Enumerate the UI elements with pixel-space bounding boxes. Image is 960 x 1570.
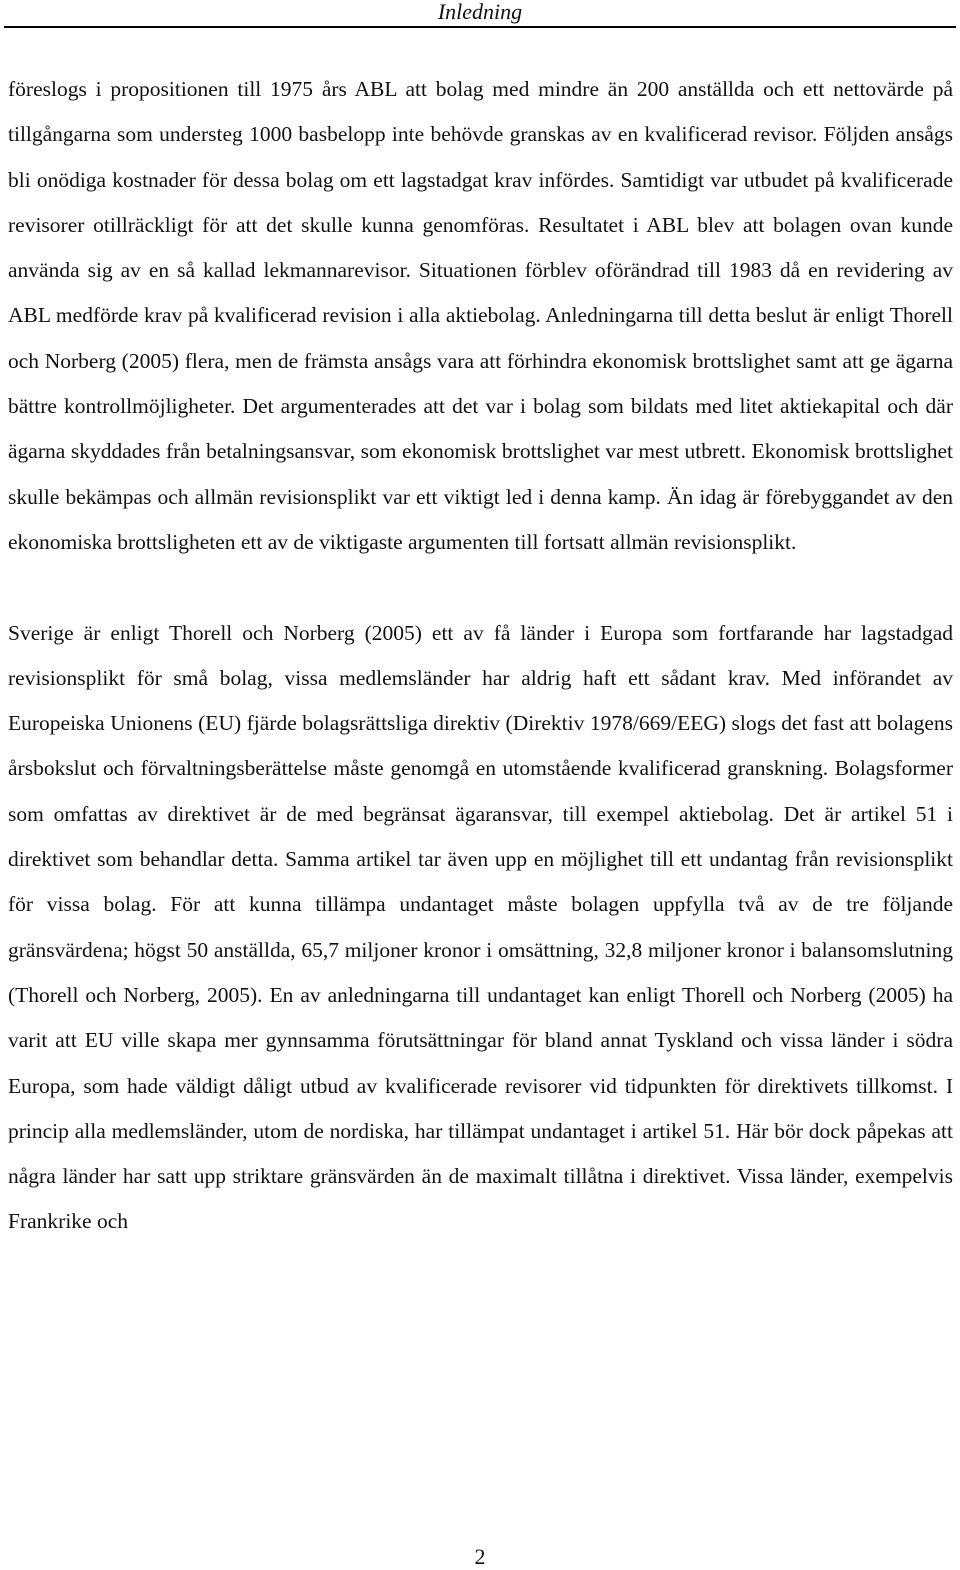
paragraph-2: Sverige är enligt Thorell och Norberg (2005) ett av få länder i Europa som fortfarande har lagstadgad revisionsplikt för små bolag, vissa medlemsländer har aldrig haft ett sådant krav. Med införandet av Europeiska Unionens (EU) fjärde bolagsrättsliga direktiv (Direktiv 1978/669/EEG) slogs det fast att bolagens årsbokslut och förvaltningsberättelse måste genomgå en utomstående kvalificerad granskning. Bolagsformer som omfattas av direktivet är de med begränsat ägaransvar, till exempel aktiebolag. Det är artikel 51 i direktivet som behandlar detta. Samma artikel tar även upp en möjlighet till ett undantag från revisionsplikt för vissa bolag. För att kunna tillämpa undantaget måste bolagen uppfylla två av de tre följande gränsvärdena; högst 50 anställda, 65,7 miljoner kronor i omsättning, 32,8 miljoner kronor i balansomslutning (Thorell och Norberg, 2005). En av anledningarna till undantaget kan enligt Thorell och Norberg (2005) ha varit att EU ville skapa mer gynnsamma förutsättningar för bland annat Tyskland och vissa länder i södra Europa, som hade väldigt dåligt utbud av kvalificerade revisorer vid tidpunkten för direktivets tillkomst. I princip alla medlemsländer, utom de nordiska, har tillämpat undantaget i artikel 51. Här bör dock påpekas att några länder har satt upp striktare gränsvärden än de maximalt tillåtna i direktivet. Vissa länder, exempelvis Frankrike och (8, 620, 953, 1234)
body-text (8, 67, 953, 1245)
running-header: Inledning (437, 0, 523, 24)
header-rule (4, 26, 956, 28)
page-number: 2 (474, 1544, 486, 1569)
paragraph-1: föreslogs i propositionen till 1975 års ABL att bolag med mindre än 200 anställda och ett nettovärde på tillgångarna som understeg 1000 basbelopp inte behövde granskas av en kvalificerad revisor. Följden ansågs bli onödiga kostnader för dessa bolag om ett lagstadgat krav infördes. Samtidigt var utbudet på kvalificerade revisorer otillräckligt för att det skulle kunna genomföras. Resultatet i ABL blev att bolagen ovan kunde använda sig av en så kallad lekmannarevisor. Situationen förblev oförändrad till 1983 då en revidering av ABL medförde krav på kvalificerad revision i alla aktiebolag. Anledningarna till detta beslut är enligt Thorell och Norberg (2005) flera, men de främsta ansågs vara att förhindra ekonomisk brottslighet samt att ge ägarna bättre kontrollmöjligheter. Det argumenterades att det var i bolag som bildats med litet aktiekapital och där ägarna skyddades från betalningsansvar, som ekonomisk brottslighet var mest utbrett. Ekonomisk brottslighet skulle bekämpas och allmän revisionsplikt var ett viktigt led i denna kamp. Än idag är förebyggandet av den ekonomiska brottsligheten ett av de viktigaste argumenten till fortsatt allmän revisionsplikt. (8, 77, 953, 554)
